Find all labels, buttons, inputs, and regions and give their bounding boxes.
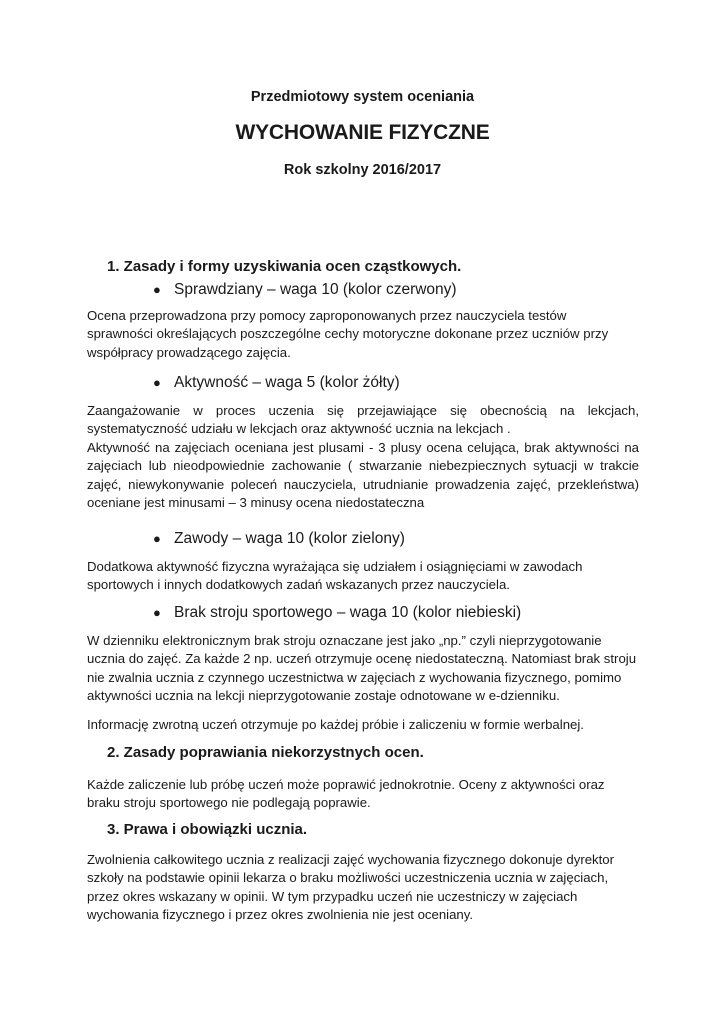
text-line: szkoły na podstawie opinii lekarza o braku możliwości uczestniczenia ucznia w zajęciach,: [87, 870, 609, 886]
bullet-item-aktywnosc: [153, 374, 400, 392]
text-line: zajęciach lub nieodpowiednie zachowanie ( stwarzanie niebezpiecznych sytuacji w trakcie: [87, 458, 639, 474]
bullet-icon: ●: [153, 531, 161, 546]
paragraph-stroj: [87, 632, 639, 706]
paragraph-prawa: [87, 851, 639, 925]
text-line: Zwolnienia całkowitego ucznia z realizacji zajęć wychowania fizycznego dokonuje dyrektor: [87, 852, 615, 867]
section-heading-1: 1. Zasady i formy uzyskiwania ocen cząstkowych.: [107, 258, 462, 275]
bullet-label: Sprawdziany – waga 10 (kolor czerwony): [174, 281, 457, 298]
bullet-label: Zawody – waga 10 (kolor zielony): [174, 530, 405, 547]
text-line: oceniane jest minusami – 3 minusy ocena niedostateczna: [87, 495, 425, 511]
text-line: Zaangażowanie w proces uczenia się przejawiające się obecnością na lekcjach,: [87, 403, 639, 418]
text-line: sprawności określających poszczególne cechy motoryczne dokonane przez uczniów przy: [87, 326, 609, 342]
bullet-label: Aktywność – waga 5 (kolor żółty): [174, 374, 400, 391]
text-line: wychowania fizycznego i przez okres zwolnienia nie jest oceniany.: [87, 907, 474, 923]
bullet-item-stroj: [153, 604, 521, 622]
paragraph-zawody: [87, 558, 639, 595]
text-line: W dzienniku elektronicznym brak stroju oznaczane jest jako „np.” czyli nieprzygotowanie: [87, 633, 602, 648]
document-subtitle: Przedmiotowy system oceniania: [250, 89, 475, 105]
text-line: Informację zwrotną uczeń otrzymuje po każdej próbie i zaliczeniu w formie werbalnej.: [87, 717, 584, 732]
text-line: Aktywność na zajęciach oceniana jest plusami - 3 plusy ocena celująca, brak aktywności na: [87, 439, 639, 455]
text-line: ucznia do zajęć. Za każde 2 np. uczeń otrzymuje ocenę niedostateczną. Natomiast brak stroju: [87, 651, 637, 667]
text-line: zajęć, niewykonywanie poleceń nauczyciela, utrudnianie prowadzenia zajęć, przekleństwa): [87, 476, 639, 492]
text-line: nie zwalnia ucznia z czynnego uczestnictwa w zajęciach z wychowania fizycznego, pomimo: [87, 669, 622, 685]
paragraph-aktywnosc: [87, 402, 639, 512]
text-line: Każde zaliczenie lub próbę uczeń może poprawić jednokrotnie. Oceny z aktywności oraz: [87, 777, 605, 792]
text-line: przez okres wskazany w opinii. W tym przypadku uczeń nie uczestniczy w zajęciach: [87, 888, 578, 904]
text-line: sportowych i innych dodatkowych zadań wskazanych przez nauczyciela.: [87, 577, 510, 593]
document-title: WYCHOWANIE FIZYCZNE: [235, 121, 490, 144]
paragraph-poprawa: [87, 776, 639, 813]
text-line: braku stroju sportowego nie podlegają poprawie.: [87, 795, 371, 811]
text-line: współpracy prowadzącego zajęcia.: [87, 344, 291, 360]
school-year: Rok szkolny 2016/2017: [283, 162, 442, 178]
bullet-icon: ●: [153, 282, 161, 297]
section-heading-3: 3. Prawa i obowiązki ucznia.: [107, 821, 308, 838]
paragraph-sprawdziany: [87, 307, 639, 362]
text-line: aktywności ucznia na lekcji nieprzygotowanie zostaje odnotowane w e-dzienniku.: [87, 688, 560, 704]
paragraph-informacja: [87, 716, 639, 734]
text-line: systematyczność udziału w lekcjach oraz aktywność ucznia na lekcjach .: [87, 421, 511, 437]
bullet-label: Brak stroju sportowego – waga 10 (kolor niebieski): [174, 604, 522, 621]
bullet-item-sprawdziany: [153, 281, 457, 299]
text-line: Ocena przeprowadzona przy pomocy zaproponowanych przez nauczyciela testów: [87, 308, 567, 323]
bullet-icon: ●: [153, 375, 161, 390]
section-heading-2: 2. Zasady poprawiania niekorzystnych ocen.: [107, 744, 424, 761]
bullet-item-zawody: [153, 530, 405, 548]
bullet-icon: ●: [153, 605, 161, 620]
text-line: Dodatkowa aktywność fizyczna wyrażająca się udziałem i osiągnięciami w zawodach: [87, 559, 583, 574]
